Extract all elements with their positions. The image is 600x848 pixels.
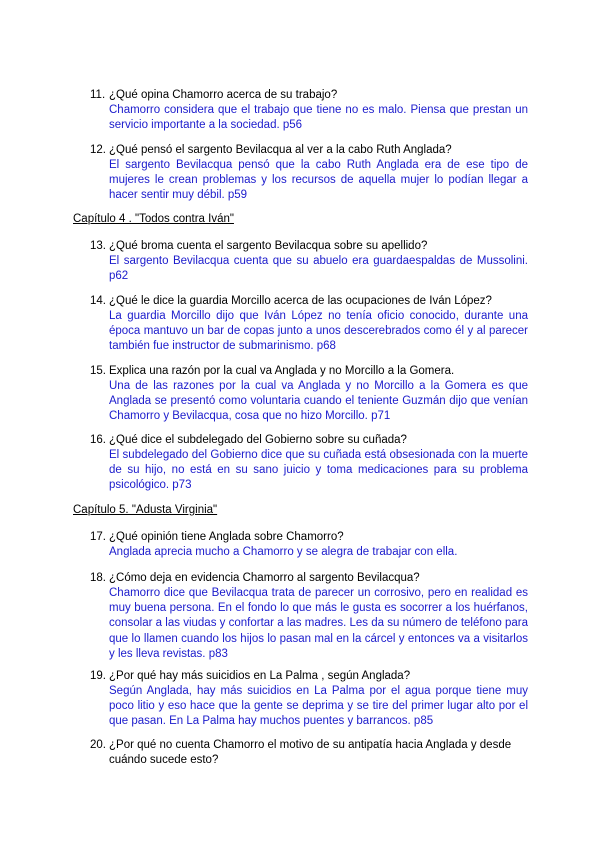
question-text: ¿Por qué hay más suicidios en La Palma , según Anglada? bbox=[109, 670, 411, 682]
question-number: 19. bbox=[90, 670, 106, 682]
question-item bbox=[90, 738, 528, 768]
question-number: 17. bbox=[90, 531, 106, 543]
question-number: 14. bbox=[90, 295, 106, 307]
question-text: ¿Qué opina Chamorro acerca de su trabajo? bbox=[109, 89, 338, 101]
question-number: 12. bbox=[90, 144, 106, 156]
question-item bbox=[90, 669, 528, 730]
question-text: ¿Por qué no cuenta Chamorro el motivo de su antipatía hacia Anglada y desde cuándo sucede esto? bbox=[109, 739, 512, 766]
question-item bbox=[90, 294, 528, 355]
question-text: ¿Qué pensó el sargento Bevilacqua al ver a la cabo Ruth Anglada? bbox=[109, 144, 452, 156]
question-number: 18. bbox=[90, 572, 106, 584]
question-number: 16. bbox=[90, 434, 106, 446]
question-item bbox=[90, 364, 528, 425]
question-item bbox=[90, 530, 528, 560]
answer-text: Una de las razones por la cual va Anglada y no Morcillo a la Gomera es que Anglada se presentó como voluntaria cuando el teniente Guzmán dijo que venían Chamorro y Bevilacqua, cosa que no hizo Morcillo. p71 bbox=[109, 380, 528, 423]
question-item bbox=[90, 88, 528, 133]
answer-text: El sargento Bevilacqua cuenta que su abuelo era guardaespaldas de Mussolini. p62 bbox=[109, 255, 528, 283]
chapter-heading: Capítulo 4 . "Todos contra Iván" bbox=[73, 213, 234, 225]
question-item bbox=[90, 433, 528, 494]
question-number: 15. bbox=[90, 365, 106, 377]
question-text: Explica una razón por la cual va Anglada y no Morcillo a la Gomera. bbox=[109, 365, 455, 377]
answer-text: Según Anglada, hay más suicidios en La Palma por el agua porque tiene muy poco litio y eso hace que la gente se deprima y se tire del primer lugar alto por el que pasan. En La Palma hay muchos puentes y barrancos. p85 bbox=[109, 685, 528, 728]
answer-text: El subdelegado del Gobierno dice que su cuñada está obsesionada con la muerte de su hijo, no está en su sano juicio y toma medicaciones para su problema psicológico. p73 bbox=[109, 449, 528, 492]
question-number: 20. bbox=[90, 739, 106, 751]
answer-text: Anglada aprecia mucho a Chamorro y se alegra de trabajar con ella. bbox=[109, 546, 458, 558]
question-text: ¿Qué le dice la guardia Morcillo acerca de las ocupaciones de Iván López? bbox=[109, 295, 492, 307]
question-text: ¿Qué dice el subdelegado del Gobierno sobre su cuñada? bbox=[109, 434, 407, 446]
question-item bbox=[90, 239, 528, 284]
question-number: 11. bbox=[90, 89, 106, 101]
question-number: 13. bbox=[90, 240, 106, 252]
answer-text: Chamorro considera que el trabajo que tiene no es malo. Piensa que prestan un servicio importante a la sociedad. p56 bbox=[109, 104, 528, 132]
chapter-heading: Capítulo 5. "Adusta Virginia" bbox=[73, 504, 218, 516]
question-item bbox=[90, 143, 528, 204]
question-text: ¿Cómo deja en evidencia Chamorro al sargento Bevilacqua? bbox=[109, 572, 420, 584]
question-text: ¿Qué opinión tiene Anglada sobre Chamorro? bbox=[109, 531, 344, 543]
question-text: ¿Qué broma cuenta el sargento Bevilacqua sobre su apellido? bbox=[109, 240, 428, 252]
answer-text: Chamorro dice que Bevilacqua trata de parecer un corrosivo, pero en realidad es muy buena persona. En el fondo lo que más le gusta es socorrer a los huérfanos, consolar a las viudas y confortar a las madres. Les da su número de teléfono para que lo llamen cuando los hijos lo pasan mal en la cárcel y entonces va a visitarlos y les lleva revistas. p83 bbox=[109, 587, 528, 660]
answer-text: La guardia Morcillo dijo que Iván López no tenía oficio conocido, durante una época mantuvo un bar de copas junto a unos descerebrados como él y al parecer también fue instructor de submarinismo. p68 bbox=[109, 310, 528, 353]
answer-text: El sargento Bevilacqua pensó que la cabo Ruth Anglada era de ese tipo de mujeres le crean problemas y los recursos de aquella mujer lo podían llegar a hacer sentir muy débil. p59 bbox=[109, 159, 528, 202]
question-item bbox=[90, 571, 528, 662]
